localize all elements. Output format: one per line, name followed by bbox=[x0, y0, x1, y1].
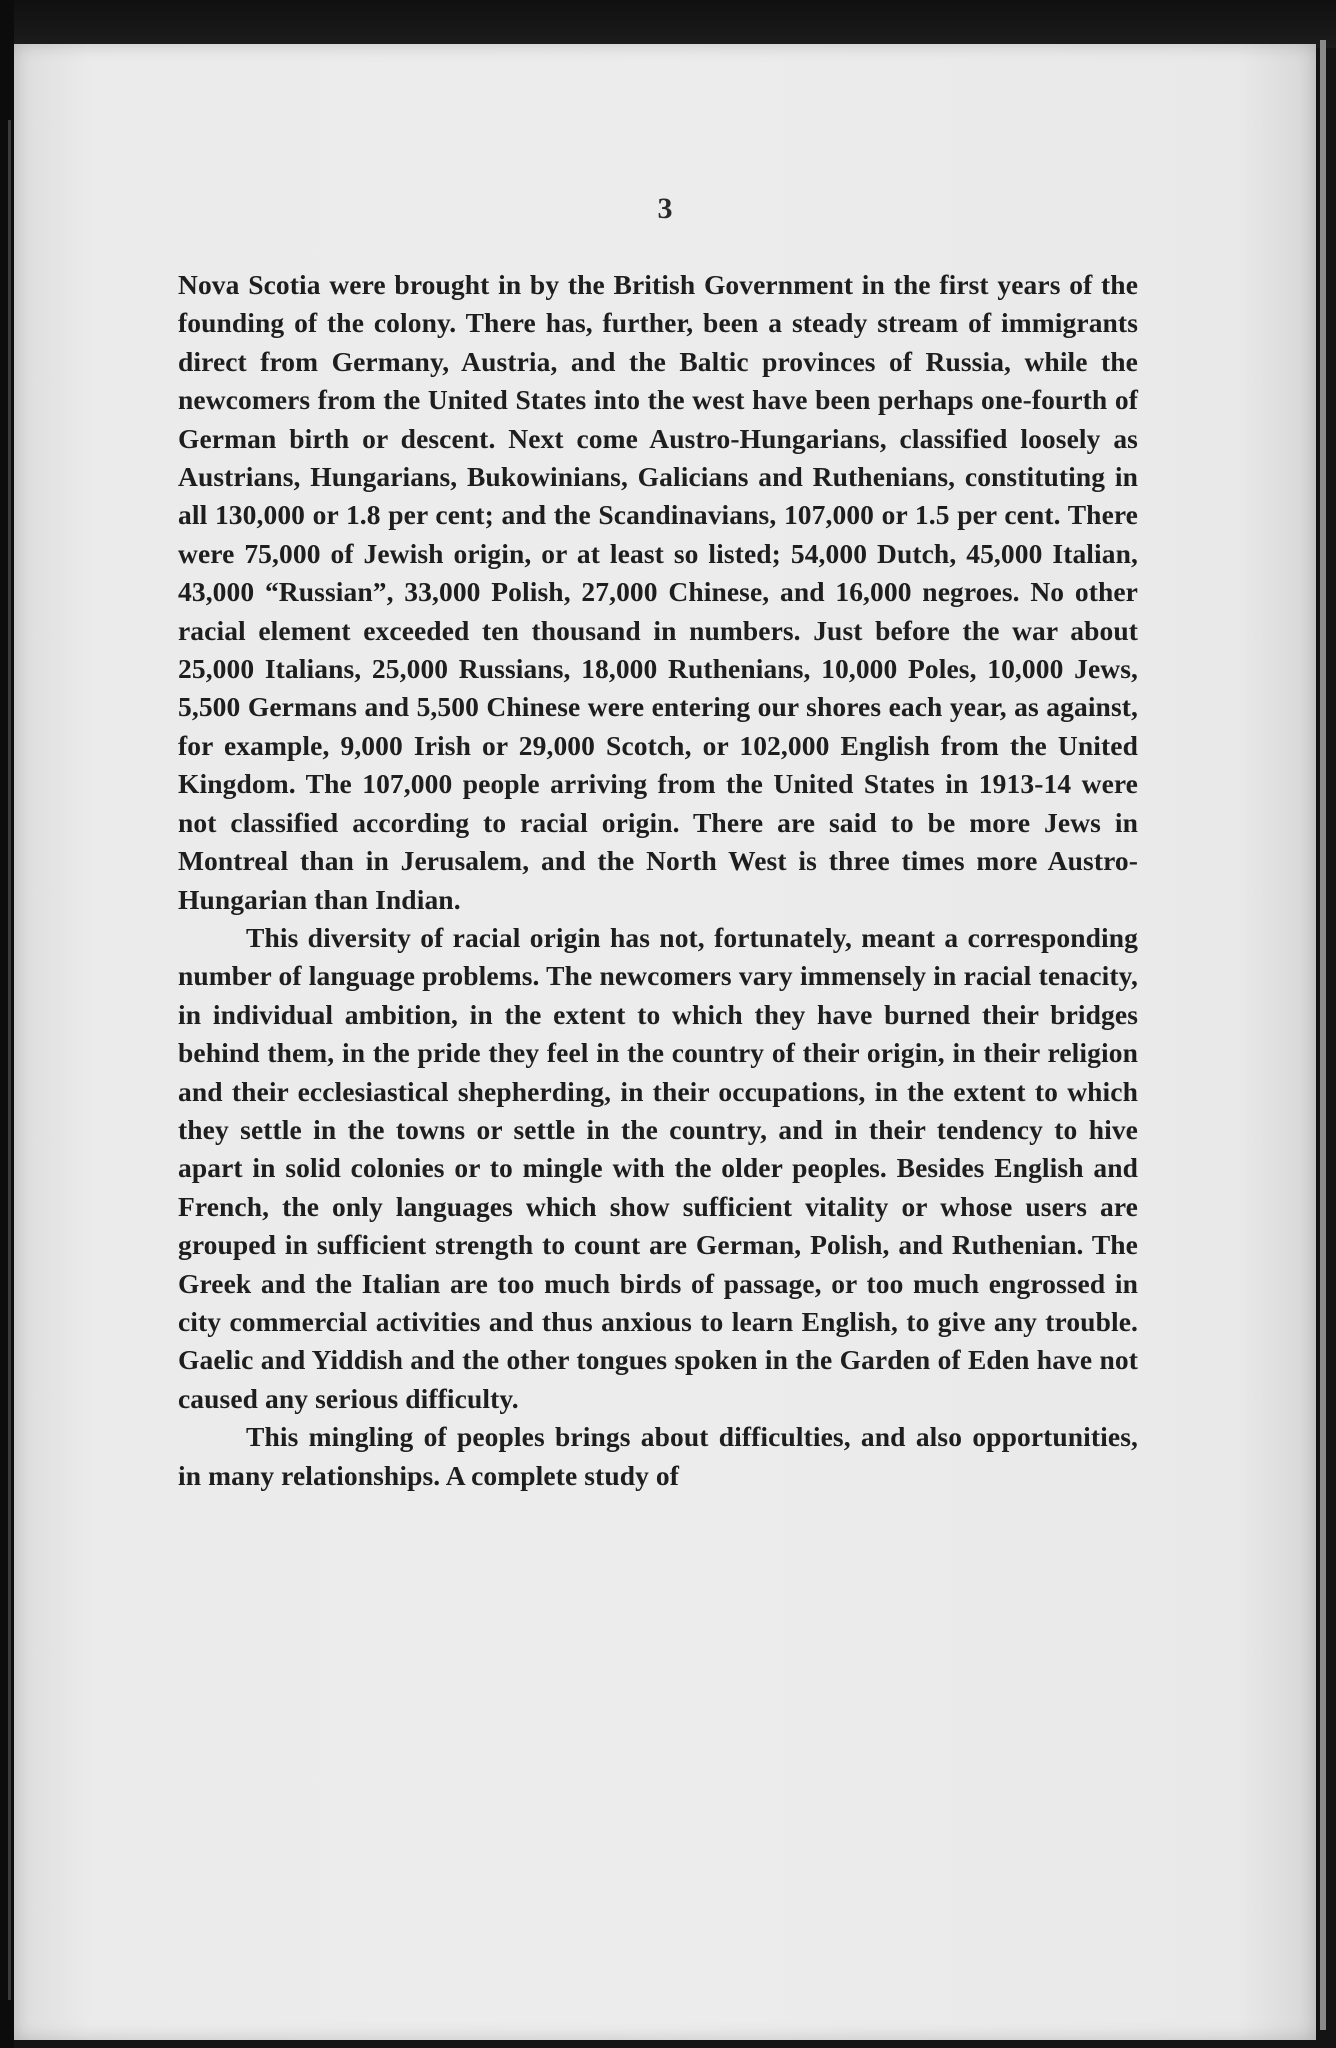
page-edge-right bbox=[1320, 40, 1326, 2030]
paragraph-2: This diversity of racial origin has not, fortunately, meant a corresponding number of language problems. The newcomers vary immensely in racial tenacity, in individual ambition, in the extent to which they have burned their bridges behind them, in the pride they feel in the country of their origin, in their religion and their ecclesiastical shepherding, in their occupations, in the extent to which they settle in the towns or settle in the country, and in their tendency to hive apart in solid colonies or to mingle with the older peoples. Besides English and French, the only languages which show sufficient vitality or whose users are grouped in sufficient strength to count are German, Polish, and Ruthenian. The Greek and the Italian are too much birds of passage, or too much engrossed in city commercial activities and thus anxious to learn English, to give any trouble. Gaelic and Yiddish and the other tongues spoken in the Garden of Eden have not caused any serious difficulty. bbox=[178, 921, 1138, 1414]
page-number: 3 bbox=[657, 192, 673, 225]
binding-edge bbox=[8, 120, 11, 2000]
paragraph-1: Nova Scotia were brought in by the British Government in the first years of the founding of the colony. There has, further, been a steady stream of immigrants direct from Germany, Austria, and the Baltic provinces of Russia, while the newcomers from the United States into the west have been perhaps one-fourth of German birth or descent. Next come Austro-Hungarians, classified loosely as Austrians, Hungarians, Bukowinians, Galicians and Ruthenians, constituting in all 130,000 or 1.8 per cent; and the Scandinavians, 107,000 or 1.5 per cent. There were 75,000 of Jewish origin, or at least so listed; 54,000 Dutch, 45,000 Italian, 43,000 “Russian”, 33,000 Polish, 27,000 Chinese, and 16,000 negroes. No other racial element exceeded ten thousand in numbers. Just before the war about 25,000 Italians, 25,000 Russians, 18,000 Ruthenians, 10,000 Poles, 10,000 Jews, 5,500 Germans and 5,500 Chinese were entering our shores each year, as against, for example, 9,000 Irish or 29,000 Scotch, or 102,000 English from the United Kingdom. The 107,000 people arriving from the United States in 1913-14 were not classified according to racial origin. There are said to be more Jews in Montreal than in Jerusalem, and the North West is three times more Austro-Hungarian than Indian. bbox=[178, 269, 1138, 915]
book-page bbox=[14, 44, 1316, 2040]
film-border-top bbox=[0, 0, 1336, 48]
body-text bbox=[178, 266, 1138, 1495]
paragraph-3: This mingling of peoples brings about difficulties, and also opportunities, in many relationships. A complete study of bbox=[178, 1421, 1138, 1491]
film-border-left bbox=[0, 0, 14, 2048]
